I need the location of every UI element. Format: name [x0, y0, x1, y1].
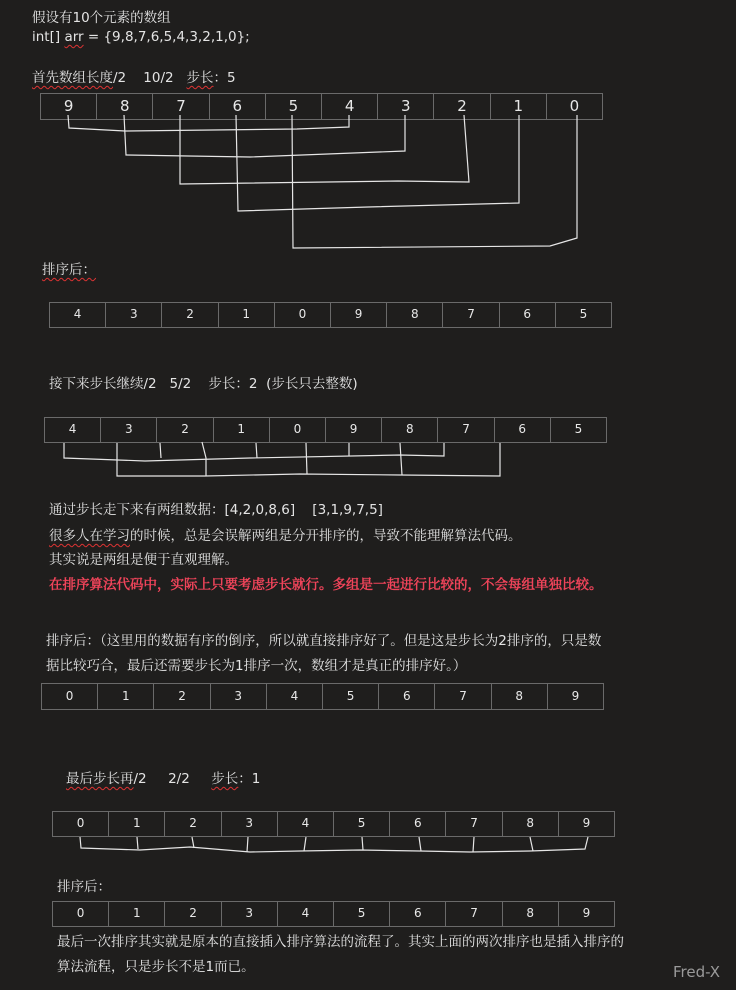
- array-cell: 5: [266, 94, 322, 119]
- array-cell: 0: [42, 684, 98, 709]
- array-cell: 3: [106, 303, 162, 327]
- conclusion-line2: 算法流程，只是步长不是1而已。: [57, 959, 255, 975]
- array-cell: 2: [165, 812, 221, 836]
- array-cell: 9: [582, 906, 591, 920]
- tick-8: [530, 837, 533, 851]
- array-cell: 2: [162, 303, 218, 327]
- group-b-tick-7: [400, 443, 402, 475]
- intro-title: 假设有10个元素的数组: [32, 10, 171, 26]
- step1-after-label: 排序后：: [42, 262, 96, 278]
- array-cell: 1: [109, 812, 165, 836]
- array-cell: 5: [334, 812, 390, 836]
- tick-6: [419, 837, 421, 851]
- note-intuition: 其实说是两组是便于直观理解。: [49, 552, 238, 568]
- array-cell: 9: [326, 418, 382, 442]
- array-cell: 9: [582, 816, 591, 830]
- h1d: ：5: [213, 70, 236, 86]
- pair-7-2: [180, 115, 469, 184]
- h3c: 步长: [211, 771, 239, 787]
- array-cell: 2: [157, 418, 213, 442]
- array-cell: 6: [379, 684, 435, 709]
- array-cell: 0: [270, 418, 326, 442]
- array-cell: 2: [434, 94, 490, 119]
- array-cell: 3: [222, 812, 278, 836]
- array-cell: 3: [211, 684, 267, 709]
- watermark: Fred-X: [673, 963, 721, 981]
- step3-after-array: [52, 901, 615, 927]
- array-cell: 8: [503, 812, 559, 836]
- array-cell: 7: [435, 684, 491, 709]
- h3b: /2 2/2: [133, 771, 212, 787]
- tick-4: [304, 837, 306, 851]
- conclusion-line1: 最后一次排序其实就是原本的直接插入排序算法的流程了。其实上面的两次排序也是插入排序的: [57, 934, 624, 950]
- array-cell: 1: [214, 418, 270, 442]
- array-cell: 5: [574, 422, 583, 436]
- groups-text: 通过步长走下来有两组数据：[4,2,0,8,6] [3,1,9,7,5]: [49, 502, 383, 518]
- step1-brackets: [80, 837, 588, 852]
- array-cell: 8: [387, 303, 443, 327]
- array-cell: 0: [275, 303, 331, 327]
- array-cell: 0: [569, 97, 580, 115]
- array-cell: 4: [322, 94, 378, 119]
- array-cell: 2: [165, 902, 221, 926]
- step3-array: [52, 811, 615, 837]
- array-cell: 3: [101, 418, 157, 442]
- array-cell: 4: [278, 902, 334, 926]
- tick-2: [192, 837, 194, 848]
- code-suffix: = {9,8,7,6,5,4,3,2,1,0};: [83, 29, 250, 45]
- array-cell: 1: [491, 94, 547, 119]
- step2-array: [44, 417, 607, 443]
- array-cell: 4: [278, 812, 334, 836]
- group-a-tick-0: [256, 443, 257, 458]
- array-cell: 1: [219, 303, 275, 327]
- array-cell: 6: [390, 812, 446, 836]
- array-cell: 6: [500, 303, 556, 327]
- code-prefix: int[]: [32, 29, 65, 45]
- tick-5: [362, 837, 363, 850]
- array-cell: 1: [98, 684, 154, 709]
- array-cell: 5: [579, 307, 588, 321]
- array-cell: 5: [323, 684, 379, 709]
- h3a: 最后步长再: [66, 771, 134, 787]
- group-b-line: [117, 443, 500, 476]
- array-cell: 2: [154, 684, 210, 709]
- array-cell: 6: [495, 418, 551, 442]
- step2-after-line2: 据比较巧合，最后还需要步长为1排序一次，数组才是真正的排序好。）: [46, 658, 467, 674]
- array-cell: 5: [334, 902, 390, 926]
- array-cell: 8: [503, 902, 559, 926]
- step1-heading: [32, 69, 236, 87]
- pair-8-3: [124, 115, 405, 157]
- n1a: 很多人在学习: [49, 528, 130, 544]
- array-declaration: [32, 28, 250, 46]
- array-cell: 7: [438, 418, 494, 442]
- h3d: ：1: [238, 771, 261, 787]
- group-b-tick-1: [202, 442, 206, 476]
- pair-6-1: [236, 115, 519, 211]
- array-cell: 0: [53, 812, 109, 836]
- array-cell: 6: [210, 94, 266, 119]
- step1-after-array: [49, 302, 612, 328]
- array-cell: 7: [443, 303, 499, 327]
- array-cell: 9: [41, 94, 97, 119]
- step2-after-line1: 排序后：（这里用的数据有序的倒序，所以就直接排序好了。但是这是步长为2排序的，只是数: [46, 633, 602, 649]
- pair-5-0: [292, 115, 577, 248]
- code-arr: arr: [64, 29, 84, 45]
- h1c: 步长: [186, 70, 214, 86]
- array-cell: 0: [53, 902, 109, 926]
- note-highlight: 在排序算法代码中，实际上只要考虑步长就行。多组是一起进行比较的，不会每组单独比较。: [49, 577, 603, 593]
- array-cell: 3: [378, 94, 434, 119]
- note-misunderstanding: [49, 527, 522, 545]
- array-cell: 1: [109, 902, 165, 926]
- step3-after-label: 排序后：: [57, 879, 111, 895]
- array-cell: 4: [45, 418, 101, 442]
- array-cell: 3: [222, 902, 278, 926]
- array-cell: 8: [97, 94, 153, 119]
- step2-after-array: [41, 683, 604, 710]
- tick-1: [137, 837, 138, 849]
- group-a-tick-2: [160, 443, 161, 458]
- group-a-line: [64, 443, 444, 461]
- n1b: 的时候，总是会误解两组是分开排序的，导致不能理解算法代码。: [130, 528, 522, 544]
- h1b: /2 10/2: [113, 70, 187, 86]
- array-cell: 9: [571, 689, 580, 703]
- h1a: 首先数组长度: [32, 70, 113, 86]
- array-cell: 6: [390, 902, 446, 926]
- array-cell: 7: [446, 812, 502, 836]
- array-cell: 9: [331, 303, 387, 327]
- array-cell: 8: [382, 418, 438, 442]
- array-cell: 4: [50, 303, 106, 327]
- step2-heading: 接下来步长继续/2 5/2 步长：2 (步长只去整数): [49, 376, 358, 392]
- tick-7: [473, 837, 474, 852]
- tick-3: [247, 837, 248, 852]
- array-cell: 7: [446, 902, 502, 926]
- step1-array: [40, 93, 603, 120]
- array-cell: 7: [153, 94, 209, 119]
- group-b-tick-9: [306, 443, 307, 474]
- array-cell: 4: [267, 684, 323, 709]
- step3-heading: [66, 770, 260, 788]
- array-cell: 8: [492, 684, 548, 709]
